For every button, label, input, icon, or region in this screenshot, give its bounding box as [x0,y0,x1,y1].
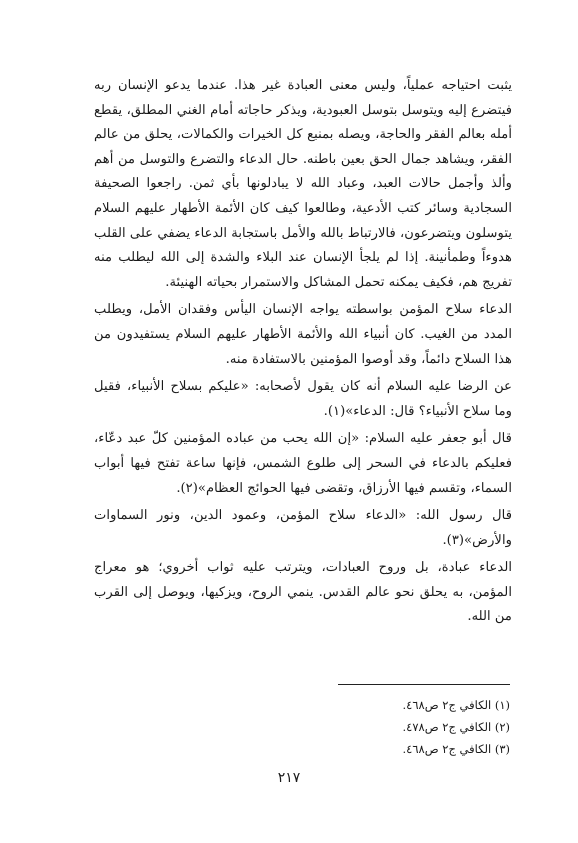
footnote-1: (١) الكافي ج٢ ص٤٦٨. [402,698,510,712]
paragraph-worship-need: يثبت احتياجه عملياً، وليس معنى العبادة غير هذا. عندما يدعو الإنسان ربه فيتضرع إليه ويتوسل بتوسل العبودية، ويذكر حاجاته أمام الغني المطلق، يقطع أمله بعالم الفقر والحاجة، ويصله بمنبع كل الخيرات والكمالات، يحلق من عالم الفقر، ويشاهد جمال الحق بعين باطنه. حال الدعاء والتضرع والتوسل من أهم وألذ وأجمل حالات العبد، وعباد الله لا يبادلونها بأي ثمن. راجعوا الصحيفة السجادية وسائر كتب الأدعية، وطالعوا كيف كان الأئمة الأطهار عليهم السلام يتوسلون ويتضرعون، فالارتباط بالله والأمل باستجابة الدعاء يضفي على القلب هدوءاً وطمأنينة. إذا لم يلجأ الإنسان عند البلاء والشدة إلى الله ليطلب منه تفريج هم، فكيف يمكنه تحمل المشاكل والاستمرار بحياته الهنيئة. [94,78,512,290]
page-number: ٢١٧ [277,770,301,786]
footnotes [210,694,510,760]
paragraph-dua-worship: الدعاء عبادة، بل وروح العبادات، ويترتب عليه ثواب أخروي؛ هو معراج المؤمن، به يحلق نحو عالم القدس. ينمي الروح، ويزكيها، ويوصل إلى القرب من الله. [94,560,512,625]
footnote-2: (٢) الكافي ج٢ ص٤٧٨. [402,720,510,734]
body-text [94,74,512,630]
paragraph-believer-weapon: الدعاء سلاح المؤمن بواسطته يواجه الإنسان اليأس وفقدان الأمل، ويطلب المدد من الغيب. كان أنبياء الله والأئمة الأطهار عليهم السلام يستفيدون من هذا السلاح دائماً، وقد أوصوا المؤمنين بالاستفادة منه. [94,302,512,367]
footnote-3: (٣) الكافي ج٢ ص٤٦٨. [402,742,510,756]
paragraph-abu-jafar-hadith: قال أبو جعفر عليه السلام: «إن الله يحب من عباده المؤمنين كلّ عبد دعّاء، فعليكم بالدعاء في السحر إلى طلوع الشمس، فإنها ساعة تفتح فيها أبواب السماء، وتقسم فيها الأرزاق، وتقضى فيها الحوائج العظام»(٢). [94,431,512,496]
footnote-divider [338,684,510,685]
paragraph-rida-hadith: عن الرضا عليه السلام أنه كان يقول لأصحابه: «عليكم بسلاح الأنبياء، فقيل وما سلاح الأنبياء؟ قال: الدعاء»(١). [94,379,512,419]
paragraph-prophet-hadith: قال رسول الله: «الدعاء سلاح المؤمن، وعمود الدين، ونور السماوات والأرض»(٣). [94,508,512,548]
